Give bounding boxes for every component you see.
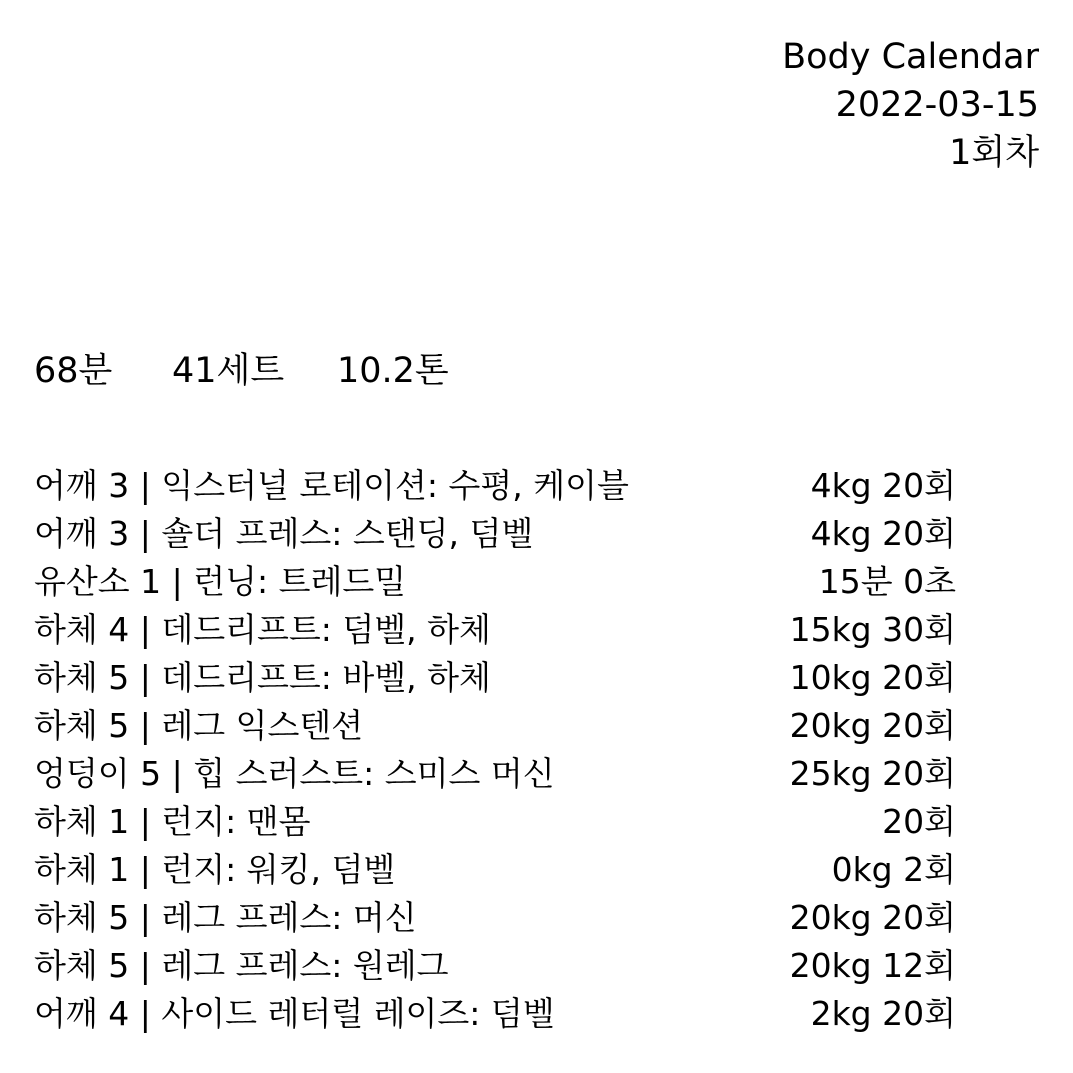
workout-summary [34, 347, 449, 395]
exercise-row [34, 942, 956, 990]
exercise-name: 어깨 3 | 숄더 프레스: 스탠딩, 덤벨 [34, 514, 534, 553]
exercise-name: 어깨 4 | 사이드 레터럴 레이즈: 덤벨 [34, 994, 555, 1033]
header [782, 33, 1039, 177]
total-minutes: 68분 [34, 351, 113, 391]
exercise-name: 하체 4 | 데드리프트: 덤벨, 하체 [34, 610, 491, 649]
exercise-name: 엉덩이 5 | 힙 스러스트: 스미스 머신 [34, 754, 555, 793]
exercise-row [34, 894, 956, 942]
exercise-row [34, 798, 956, 846]
exercise-amount: 4kg 20회 [810, 466, 956, 505]
exercise-row [34, 510, 956, 558]
exercise-amount: 15kg 30회 [789, 610, 956, 649]
exercise-amount: 20kg 20회 [789, 898, 956, 937]
exercise-row [34, 702, 956, 750]
exercise-amount: 4kg 20회 [810, 514, 956, 553]
total-tonnage: 10.2톤 [337, 351, 449, 391]
exercise-row [34, 990, 956, 1038]
app-title: Body Calendar [782, 37, 1039, 77]
total-sets: 41세트 [172, 351, 285, 391]
exercise-name: 하체 5 | 레그 프레스: 원레그 [34, 946, 449, 985]
exercise-amount: 2kg 20회 [810, 994, 956, 1033]
session-date: 2022-03-15 [835, 85, 1039, 125]
exercise-name: 하체 1 | 런지: 맨몸 [34, 802, 311, 841]
exercise-row [34, 654, 956, 702]
exercise-row [34, 846, 956, 894]
exercise-name: 유산소 1 | 런닝: 트레드밀 [34, 562, 407, 601]
exercise-row [34, 750, 956, 798]
session-count: 1회차 [949, 133, 1039, 173]
exercise-name: 하체 5 | 레그 익스텐션 [34, 706, 364, 745]
exercise-name: 하체 5 | 레그 프레스: 머신 [34, 898, 417, 937]
exercise-name: 하체 5 | 데드리프트: 바벨, 하체 [34, 658, 491, 697]
exercise-list [34, 462, 956, 1038]
exercise-name: 어깨 3 | 익스터널 로테이션: 수평, 케이블 [34, 466, 629, 505]
exercise-name: 하체 1 | 런지: 워킹, 덤벨 [34, 850, 396, 889]
exercise-amount: 20kg 12회 [789, 946, 956, 985]
exercise-row [34, 462, 956, 510]
exercise-amount: 20kg 20회 [789, 706, 956, 745]
exercise-row [34, 558, 956, 606]
exercise-amount: 10kg 20회 [789, 658, 956, 697]
exercise-amount: 15분 0초 [818, 562, 956, 601]
exercise-amount: 20회 [882, 802, 956, 841]
exercise-row [34, 606, 956, 654]
exercise-amount: 25kg 20회 [789, 754, 956, 793]
exercise-amount: 0kg 2회 [831, 850, 956, 889]
